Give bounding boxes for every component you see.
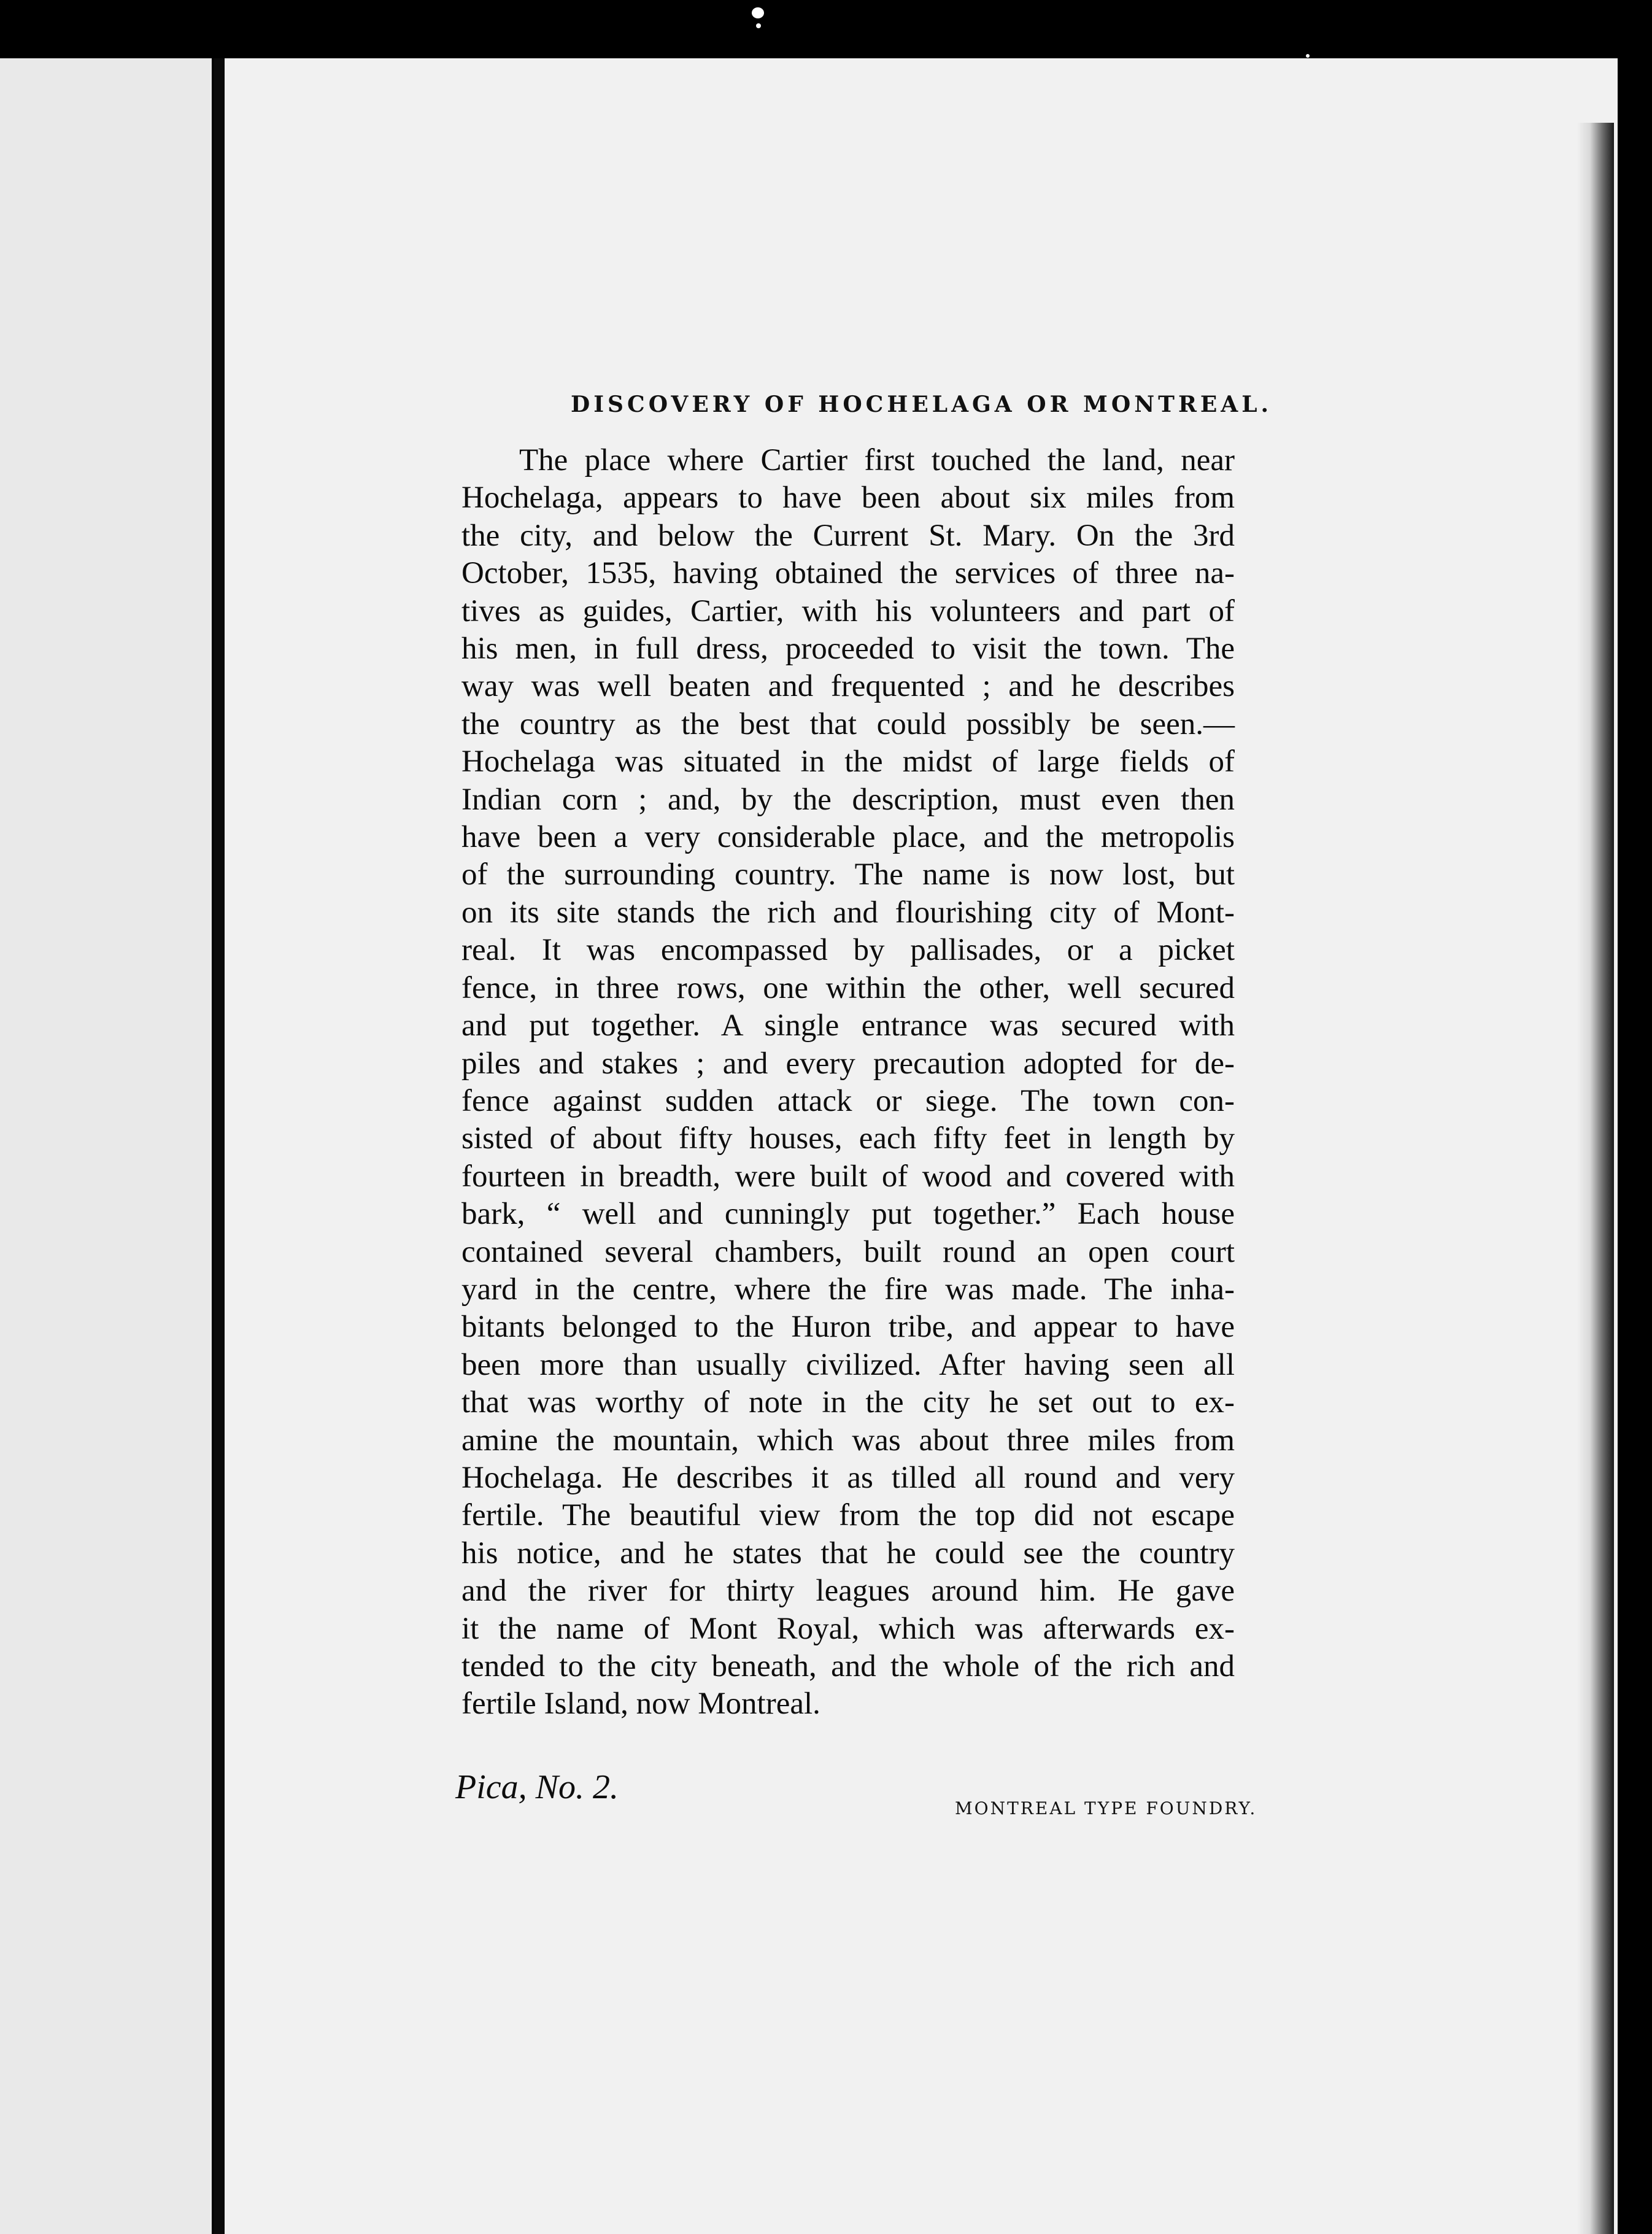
text-line: that was worthy of note in the city he set out to ex- <box>461 1385 1235 1420</box>
text-line: tended to the city beneath, and the whole of the rich and <box>461 1649 1235 1683</box>
text-line: have been a very considerable place, and the metropolis <box>461 820 1235 855</box>
text-line: fence, in three rows, one within the other, well secured <box>461 970 1235 1005</box>
text-line: the country as the best that could possibly be seen.— <box>461 706 1235 741</box>
scan-speck <box>756 23 761 28</box>
text-line: bitants belonged to the Huron tribe, and appear to have <box>461 1310 1235 1345</box>
text-line: way was well beaten and frequented ; and he describes <box>461 669 1235 704</box>
text-line: and put together. A single entrance was secured with <box>461 1008 1235 1043</box>
text-line: October, 1535, having obtained the services of three na- <box>461 556 1235 591</box>
text-line: fourteen in breadth, were built of wood and covered with <box>461 1159 1235 1194</box>
foundry-imprint: MONTREAL TYPE FOUNDRY. <box>955 1798 1257 1819</box>
text-line: tives as guides, Cartier, with his volunteers and part of <box>461 593 1235 628</box>
book-gutter <box>214 58 225 2234</box>
text-line: his men, in full dress, proceeded to visit the town. The <box>461 632 1235 667</box>
text-line: fence against sudden attack or siege. The town con- <box>461 1083 1235 1118</box>
text-line: been more than usually civilized. After having seen all <box>461 1347 1235 1382</box>
text-line: contained several chambers, built round an open court <box>461 1234 1235 1269</box>
text-line: of the surrounding country. The name is now lost, but <box>461 857 1235 892</box>
text-line: it the name of Mont Royal, which was afterwards ex- <box>461 1611 1235 1646</box>
text-line: Indian corn ; and, by the description, must even then <box>461 782 1235 817</box>
running-head: DISCOVERY OF HOCHELAGA OR MONTREAL. <box>571 392 1273 417</box>
text-line: Hochelaga was situated in the midst of large fields of <box>461 744 1235 779</box>
text-line: fertile Island, now Montreal. <box>461 1687 820 1722</box>
text-line: Hochelaga, appears to have been about six miles from <box>461 481 1235 516</box>
text-line: the city, and below the Current St. Mary. On the 3rd <box>461 518 1235 553</box>
text-line: fertile. The beautiful view from the top did not escape <box>461 1498 1235 1533</box>
body-paragraph <box>461 442 1235 1723</box>
text-line: real. It was encompassed by pallisades, or a picket <box>461 933 1235 968</box>
text-line: Hochelaga. He describes it as tilled all round and very <box>461 1460 1235 1495</box>
scan-speck <box>1306 54 1310 58</box>
text-line: on its site stands the rich and flourishing city of Mont- <box>461 895 1235 930</box>
text-line: sisted of about fifty houses, each fifty feet in length by <box>461 1121 1235 1156</box>
facing-page-edge <box>0 58 212 2234</box>
text-line: bark, “ well and cunningly put together.” Each house <box>461 1197 1235 1232</box>
text-line: The place where Cartier first touched the land, near <box>519 443 1235 477</box>
page-shadow-edge <box>1577 123 1614 2234</box>
text-line: his notice, and he states that he could see the country <box>461 1536 1235 1571</box>
text-line: piles and stakes ; and every precaution adopted for de- <box>461 1046 1235 1081</box>
text-line: yard in the centre, where the fire was made. The inha- <box>461 1272 1235 1307</box>
scan-speck <box>752 7 764 18</box>
type-specimen-label: Pica, No. 2. <box>455 1768 619 1806</box>
text-line: amine the mountain, which was about three miles from <box>461 1423 1235 1458</box>
text-line: and the river for thirty leagues around him. He gave <box>461 1574 1235 1609</box>
